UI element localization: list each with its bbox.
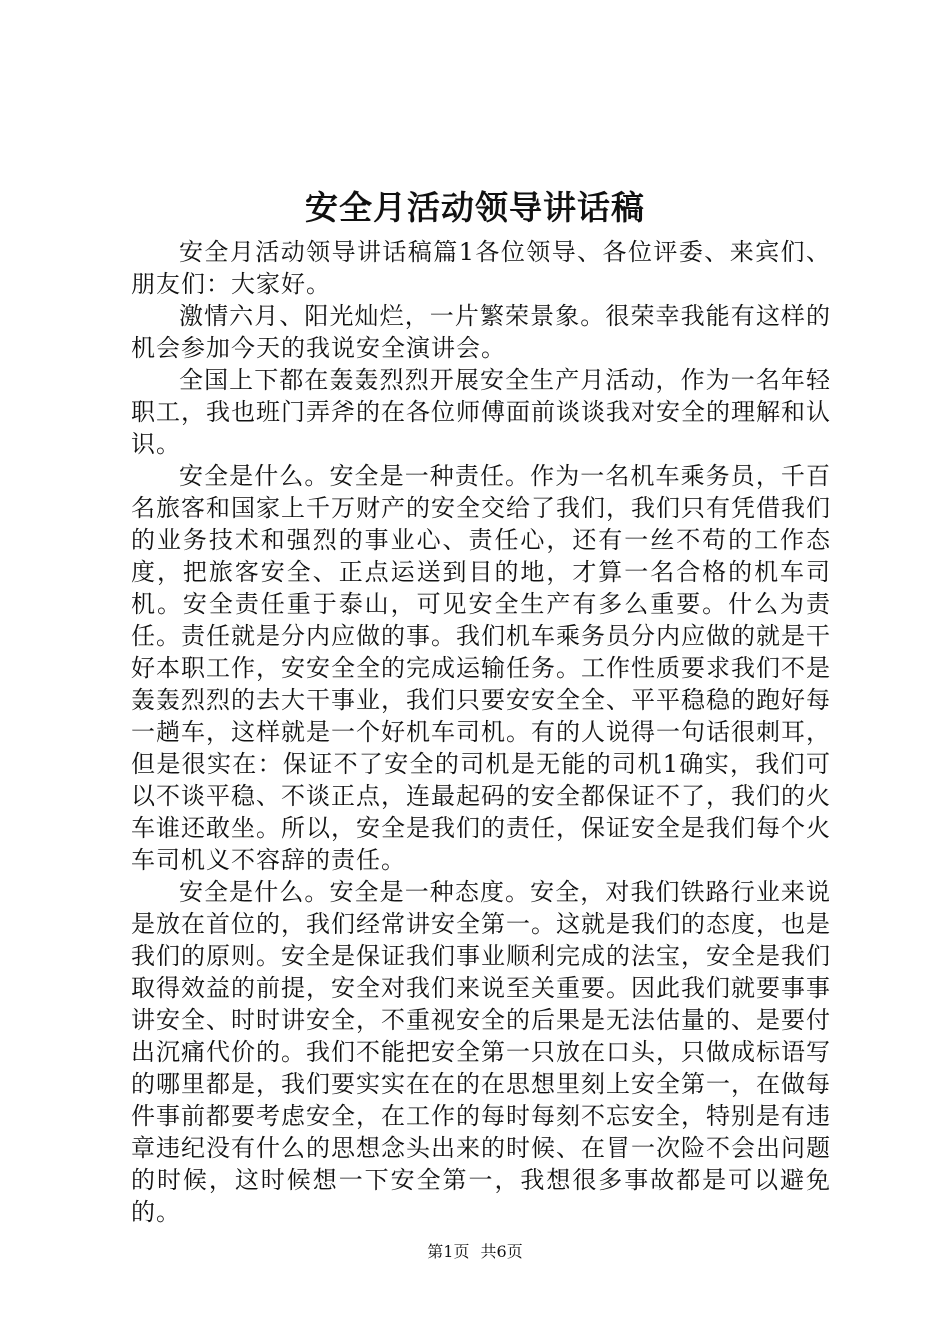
paragraph-3: 全国上下都在轰轰烈烈开展安全生产月活动，作为一名年轻职工，我也班门弄斧的在各位师傅面前谈谈我对安全的理解和认识。 [131, 366, 831, 458]
page-number: 第1页 [427, 1242, 470, 1261]
page-total: 共6页 [480, 1242, 523, 1261]
paragraph-4: 安全是什么。安全是一种责任。作为一名机车乘务员，千百名旅客和国家上千万财产的安全交给了我们，我们只有凭借我们的业务技术和强烈的事业心、责任心，还有一丝不苟的工作态度，把旅客安全、正点运送到目的地，才算一名合格的机车司机。安全责任重于泰山，可见安全生产有多么重要。什么为责任。责任就是分内应做的事。我们机车乘务员分内应做的就是干好本职工作，安安全全的完成运输任务。工作性质要求我们不是轰轰烈烈的去大干事业，我们只要安安全全、平平稳稳的跑好每一趟车，这样就是一个好机车司机。有的人说得一句话很刺耳，但是很实在：保证不了安全的司机是无能的司机1确实，我们可以不谈平稳、不谈正点，连最起码的安全都保证不了，我们的火车谁还敢坐。所以，安全是我们的责任，保证安全是我们每个火车司机义不容辞的责任。 [131, 462, 831, 874]
paragraph-5: 安全是什么。安全是一种态度。安全，对我们铁路行业来说是放在首位的，我们经常讲安全第一。这就是我们的态度，也是我们的原则。安全是保证我们事业顺利完成的法宝，安全是我们取得效益的前提，安全对我们来说至关重要。因此我们就要事事讲安全、时时讲安全，不重视安全的后果是无法估量的、是要付出沉痛代价的。我们不能把安全第一只放在口头，只做成标语写的哪里都是，我们要实实在在的在思想里刻上安全第一，在做每件事前都要考虑安全，在工作的每时每刻不忘安全，特别是有违章违纪没有什么的思想念头出来的时候、在冒一次险不会出问题的时候，这时候想一下安全第一，我想很多事故都是可以避免的。 [131, 878, 831, 1226]
page-footer [0, 1240, 950, 1264]
document-title: 安全月活动领导讲话稿 [305, 188, 645, 227]
document-body [131, 236, 831, 1228]
paragraph-2: 激情六月、阳光灿烂，一片繁荣景象。很荣幸我能有这样的机会参加今天的我说安全演讲会。 [131, 302, 831, 362]
paragraph-1: 安全月活动领导讲话稿篇1各位领导、各位评委、来宾们、朋友们：大家好。 [131, 238, 831, 298]
